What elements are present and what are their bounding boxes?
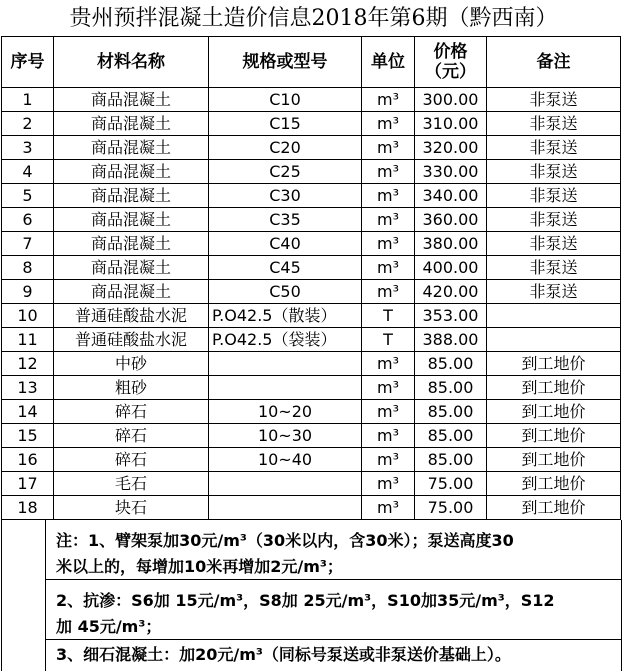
cell-unit: m³ bbox=[362, 376, 415, 400]
cell-remark: 非泵送 bbox=[487, 88, 621, 112]
cell-unit: m³ bbox=[362, 496, 415, 520]
header-price-line1: 价格 bbox=[433, 42, 468, 62]
note-2 bbox=[46, 580, 621, 640]
cell-unit: m³ bbox=[362, 208, 415, 232]
notes-box bbox=[45, 520, 622, 671]
cell-unit: m³ bbox=[362, 88, 415, 112]
table-row bbox=[2, 256, 621, 280]
header-spec: 规格或型号 bbox=[209, 37, 362, 88]
table-row bbox=[2, 136, 621, 160]
cell-remark: 非泵送 bbox=[487, 184, 621, 208]
cell-no: 18 bbox=[2, 496, 54, 520]
table-row bbox=[2, 472, 621, 496]
cell-spec: 10~30 bbox=[209, 424, 362, 448]
header-unit: 单位 bbox=[362, 37, 415, 88]
cell-material-name: 粗砂 bbox=[54, 376, 209, 400]
cell-spec: C15 bbox=[209, 112, 362, 136]
cell-spec: C45 bbox=[209, 256, 362, 280]
note-3 bbox=[46, 640, 621, 671]
table-row bbox=[2, 184, 621, 208]
cell-spec: 10~20 bbox=[209, 400, 362, 424]
cell-material-name: 商品混凝土 bbox=[54, 136, 209, 160]
cell-material-name: 毛石 bbox=[54, 472, 209, 496]
cell-material-name: 普通硅酸盐水泥 bbox=[54, 304, 209, 328]
cell-price: 75.00 bbox=[415, 472, 487, 496]
cell-material-name: 商品混凝土 bbox=[54, 184, 209, 208]
cell-remark: 非泵送 bbox=[487, 208, 621, 232]
cell-price: 75.00 bbox=[415, 496, 487, 520]
cell-unit: m³ bbox=[362, 160, 415, 184]
cell-no: 3 bbox=[2, 136, 54, 160]
cell-spec: C20 bbox=[209, 136, 362, 160]
cell-material-name: 普通硅酸盐水泥 bbox=[54, 328, 209, 352]
cell-spec: C40 bbox=[209, 232, 362, 256]
cell-material-name: 商品混凝土 bbox=[54, 88, 209, 112]
cell-remark: 非泵送 bbox=[487, 160, 621, 184]
cell-price: 353.00 bbox=[415, 304, 487, 328]
note-2-line-2: 加 45元/m³； bbox=[56, 617, 162, 636]
note-2-line-1: 2、抗渗：S6加 15元/m³，S8加 25元/m³，S10加35元/m³，S12 bbox=[56, 591, 555, 610]
cell-no: 16 bbox=[2, 448, 54, 472]
cell-price: 330.00 bbox=[415, 160, 487, 184]
cell-price: 420.00 bbox=[415, 280, 487, 304]
table-row bbox=[2, 112, 621, 136]
cell-no: 7 bbox=[2, 232, 54, 256]
cell-unit: m³ bbox=[362, 352, 415, 376]
cell-price: 85.00 bbox=[415, 400, 487, 424]
header-remark: 备注 bbox=[487, 37, 621, 88]
cell-spec: C25 bbox=[209, 160, 362, 184]
header-price bbox=[415, 37, 487, 88]
table-row bbox=[2, 376, 621, 400]
cell-remark: 非泵送 bbox=[487, 136, 621, 160]
cell-price: 85.00 bbox=[415, 424, 487, 448]
cell-no: 2 bbox=[2, 112, 54, 136]
cell-spec: 10~40 bbox=[209, 448, 362, 472]
cell-remark: 非泵送 bbox=[487, 280, 621, 304]
cell-unit: m³ bbox=[362, 424, 415, 448]
cell-material-name: 商品混凝土 bbox=[54, 256, 209, 280]
cell-spec: P.O42.5（袋装） bbox=[209, 328, 362, 352]
table-row bbox=[2, 88, 621, 112]
cell-price: 85.00 bbox=[415, 448, 487, 472]
page-title: 贵州预拌混凝土造价信息2018年第6期（黔西南） bbox=[69, 6, 558, 31]
cell-spec bbox=[209, 376, 362, 400]
cell-no: 10 bbox=[2, 304, 54, 328]
note-1 bbox=[46, 520, 621, 580]
cell-price: 300.00 bbox=[415, 88, 487, 112]
table-row bbox=[2, 400, 621, 424]
cell-remark: 到工地价 bbox=[487, 472, 621, 496]
cell-spec: P.O42.5（散装） bbox=[209, 304, 362, 328]
cell-remark: 到工地价 bbox=[487, 400, 621, 424]
cell-spec: C30 bbox=[209, 184, 362, 208]
table-header-row bbox=[2, 37, 621, 88]
note-3-line-1: 3、细石混凝土：加20元/m³（同标号泵送或非泵送价基础上）。 bbox=[56, 645, 511, 664]
cell-price: 380.00 bbox=[415, 232, 487, 256]
notes-left-border bbox=[1, 520, 2, 671]
table-row bbox=[2, 160, 621, 184]
cell-remark bbox=[487, 304, 621, 328]
cell-unit: m³ bbox=[362, 184, 415, 208]
cell-no: 4 bbox=[2, 160, 54, 184]
table-row bbox=[2, 208, 621, 232]
cell-spec bbox=[209, 352, 362, 376]
header-name: 材料名称 bbox=[54, 37, 209, 88]
cell-material-name: 碎石 bbox=[54, 400, 209, 424]
cell-remark: 非泵送 bbox=[487, 112, 621, 136]
header-price-line2: （元） bbox=[425, 62, 476, 82]
table-row bbox=[2, 352, 621, 376]
cell-remark: 到工地价 bbox=[487, 424, 621, 448]
cell-price: 400.00 bbox=[415, 256, 487, 280]
cell-material-name: 碎石 bbox=[54, 424, 209, 448]
cell-remark: 到工地价 bbox=[487, 448, 621, 472]
cell-price: 320.00 bbox=[415, 136, 487, 160]
cell-spec: C10 bbox=[209, 88, 362, 112]
note-1-line-1: 注：1、臂架泵加30元/m³（30米以内，含30米）；泵送高度30 bbox=[56, 531, 514, 550]
cell-unit: T bbox=[362, 304, 415, 328]
cell-no: 17 bbox=[2, 472, 54, 496]
header-no: 序号 bbox=[2, 37, 54, 88]
cell-material-name: 碎石 bbox=[54, 448, 209, 472]
cell-material-name: 商品混凝土 bbox=[54, 112, 209, 136]
cell-unit: m³ bbox=[362, 280, 415, 304]
cell-remark: 到工地价 bbox=[487, 496, 621, 520]
cell-unit: T bbox=[362, 328, 415, 352]
cell-material-name: 商品混凝土 bbox=[54, 160, 209, 184]
cell-remark: 到工地价 bbox=[487, 352, 621, 376]
cell-no: 12 bbox=[2, 352, 54, 376]
cell-no: 1 bbox=[2, 88, 54, 112]
cell-price: 85.00 bbox=[415, 376, 487, 400]
table-row bbox=[2, 304, 621, 328]
cell-unit: m³ bbox=[362, 112, 415, 136]
table-row bbox=[2, 280, 621, 304]
table-row bbox=[2, 448, 621, 472]
cell-spec: C35 bbox=[209, 208, 362, 232]
cell-no: 14 bbox=[2, 400, 54, 424]
cell-no: 15 bbox=[2, 424, 54, 448]
cell-price: 310.00 bbox=[415, 112, 487, 136]
cell-price: 388.00 bbox=[415, 328, 487, 352]
cell-material-name: 商品混凝土 bbox=[54, 280, 209, 304]
cell-no: 9 bbox=[2, 280, 54, 304]
cell-price: 340.00 bbox=[415, 184, 487, 208]
cell-remark: 到工地价 bbox=[487, 376, 621, 400]
cell-spec bbox=[209, 496, 362, 520]
table-row bbox=[2, 496, 621, 520]
table-row bbox=[2, 232, 621, 256]
cell-no: 8 bbox=[2, 256, 54, 280]
cell-remark bbox=[487, 328, 621, 352]
cell-unit: m³ bbox=[362, 400, 415, 424]
table-row bbox=[2, 328, 621, 352]
cell-unit: m³ bbox=[362, 256, 415, 280]
cell-price: 360.00 bbox=[415, 208, 487, 232]
cell-spec bbox=[209, 472, 362, 496]
cell-spec: C50 bbox=[209, 280, 362, 304]
table-row bbox=[2, 424, 621, 448]
cell-unit: m³ bbox=[362, 472, 415, 496]
cell-unit: m³ bbox=[362, 232, 415, 256]
cell-material-name: 中砂 bbox=[54, 352, 209, 376]
cell-material-name: 商品混凝土 bbox=[54, 232, 209, 256]
cell-no: 6 bbox=[2, 208, 54, 232]
price-table bbox=[1, 36, 621, 520]
cell-no: 11 bbox=[2, 328, 54, 352]
cell-price: 85.00 bbox=[415, 352, 487, 376]
cell-remark: 非泵送 bbox=[487, 256, 621, 280]
cell-unit: m³ bbox=[362, 136, 415, 160]
cell-unit: m³ bbox=[362, 448, 415, 472]
cell-material-name: 块石 bbox=[54, 496, 209, 520]
cell-remark: 非泵送 bbox=[487, 232, 621, 256]
cell-no: 5 bbox=[2, 184, 54, 208]
note-1-line-2: 米以上的，每增加10米再增加2元/m³； bbox=[56, 557, 343, 576]
cell-material-name: 商品混凝土 bbox=[54, 208, 209, 232]
cell-no: 13 bbox=[2, 376, 54, 400]
